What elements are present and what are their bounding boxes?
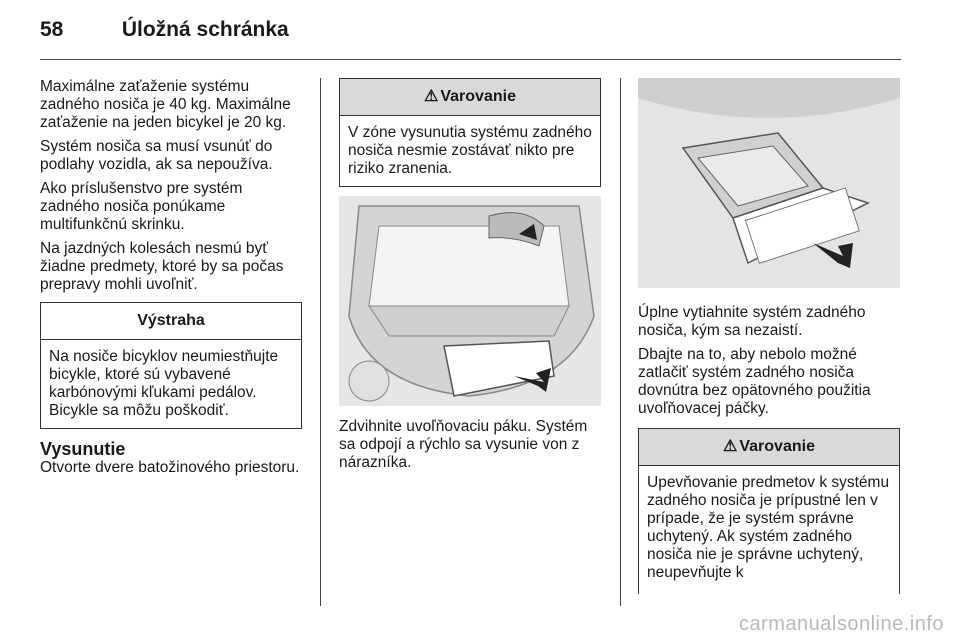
paragraph: Dbajte na to, aby nebolo možné zatlačiť systém zadného nosiča dovnútra bez opätovného použitia uvoľňovacej páčky. (638, 346, 871, 417)
notice-text: Na nosiče bicyklov neumiestňujte bicykle, ktoré sú vybavené karbónovými kľukami pedálov. Bicykle sa môžu poškodiť. (49, 348, 279, 419)
section-title: Vysunutie (40, 439, 126, 459)
trunk-svg (339, 196, 601, 406)
carrier-illustration (638, 78, 900, 288)
notice-box (40, 302, 302, 429)
header-rule (40, 59, 901, 60)
page-title: Úložná schránka (121, 18, 289, 41)
paragraph: Ako príslušenstvo pre systém zadného nosiča ponúkame multifunkčnú skrinku. (40, 180, 243, 233)
column-1 (40, 78, 302, 483)
notice-title: Výstraha (41, 303, 301, 340)
warning-box (339, 78, 601, 187)
column-3 (638, 304, 900, 594)
trunk-illustration (339, 196, 601, 406)
column-divider-1 (320, 78, 321, 606)
warning-icon: ⚠ (424, 88, 439, 105)
warning-title: Varovanie (440, 88, 516, 105)
warning-header (340, 79, 600, 116)
warning-icon: ⚠ (723, 438, 738, 455)
paragraph: Na jazdných kolesách nesmú byť žiadne predmety, ktoré by sa počas prepravy mohli uvoľniť. (40, 240, 284, 293)
carrier-svg (638, 78, 900, 288)
caption: Zdvihnite uvoľňovaciu páku. Systém sa odpojí a rýchlo sa vysunie von z nárazníka. (339, 418, 588, 471)
page-header (40, 18, 289, 42)
paragraph: Systém nosiča sa musí vsunúť do podlahy vozidla, ak sa nepoužíva. (40, 138, 273, 173)
column-2-caption (339, 418, 601, 478)
warning-box-2 (638, 428, 900, 594)
column-2 (339, 78, 601, 187)
warning-text: V zóne vysunutia systému zadného nosiča nesmie zostávať nikto pre riziko zranenia. (348, 124, 592, 177)
watermark: carmanualsonline.info (738, 613, 944, 635)
warning-title: Varovanie (739, 438, 815, 455)
warning-text: Upevňovanie predmetov k systému zadného nosiča je prípustné len v prípade, že je systém správne uchytený. Ak systém zadného nosiča nie je správne uchytený, neupevňujte k (647, 474, 890, 581)
warning-header (639, 429, 899, 466)
section-text: Otvorte dvere batožinového priestoru. (40, 459, 300, 476)
paragraph: Maximálne zaťaženie systému zadného nosiča je 40 kg. Maximálne zaťaženie na jeden bicykel je 20 kg. (40, 78, 291, 131)
column-divider-2 (620, 78, 621, 606)
page-number: 58 (40, 18, 64, 41)
paragraph: Úplne vytiahnite systém zadného nosiča, kým sa nezaistí. (638, 304, 866, 339)
